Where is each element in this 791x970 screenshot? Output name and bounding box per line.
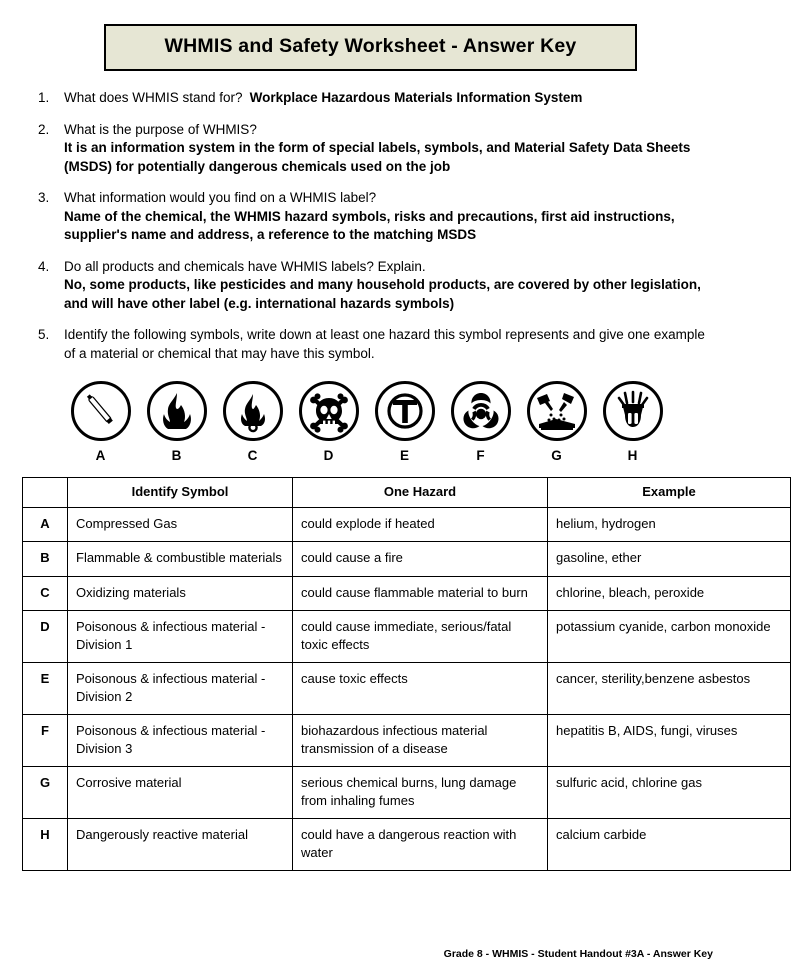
row-example: sulfuric acid, chlorine gas	[548, 767, 791, 819]
skull-and-crossbones-icon	[299, 381, 359, 441]
row-example: chlorine, bleach, peroxide	[548, 576, 791, 611]
question-number: 2.	[38, 121, 50, 137]
question-answer: It is an information system in the form of special labels, symbols, and Material Safety Data Sheets (MSDS) for potentially dangerous chemicals used on the job	[64, 140, 691, 174]
row-identify: Dangerously reactive material	[68, 819, 293, 871]
question-item	[38, 326, 707, 363]
question-item	[38, 121, 707, 177]
t-in-circle-icon	[375, 381, 435, 441]
question-answer: Workplace Hazardous Materials Information System	[249, 90, 583, 105]
biohazard-icon	[451, 381, 511, 441]
row-hazard: cause toxic effects	[293, 663, 548, 715]
row-hazard: serious chemical burns, lung damage from inhaling fumes	[293, 767, 548, 819]
question-item	[38, 89, 707, 108]
question-answer: No, some products, like pesticides and many household products, are covered by other legislation, and will have other label (e.g. international hazards symbols)	[64, 277, 701, 311]
question-answer: Name of the chemical, the WHMIS hazard symbols, risks and precautions, first aid instructions, supplier's name and address, a reference to the matching MSDS	[64, 208, 675, 242]
question-list	[38, 89, 707, 363]
row-example: hepatitis B, AIDS, fungi, viruses	[548, 715, 791, 767]
row-letter: C	[23, 576, 68, 611]
symbol-letter: F	[476, 448, 485, 463]
flame-icon	[147, 381, 207, 441]
symbol-letter: E	[399, 448, 409, 463]
question-body	[64, 258, 707, 314]
row-identify: Oxidizing materials	[68, 576, 293, 611]
table-row	[23, 611, 791, 663]
symbol-cell	[600, 381, 666, 463]
question-prompt: Do all products and chemicals have WHMIS labels? Explain.	[64, 258, 426, 274]
question-body	[64, 189, 707, 245]
table-row	[23, 767, 791, 819]
row-example: cancer, sterility,benzene asbestos	[548, 663, 791, 715]
exploding-bomb-reactive-icon	[603, 381, 663, 441]
whmis-symbols-row	[12, 381, 715, 463]
page-footer: Grade 8 - WHMIS - Student Handout #3A - Answer Key	[443, 948, 713, 960]
symbol-letter: H	[627, 448, 638, 463]
table-row	[23, 507, 791, 542]
column-header-one-hazard: One Hazard	[293, 478, 548, 508]
symbol-cell	[448, 381, 514, 463]
flame-over-circle-icon	[223, 381, 283, 441]
row-identify: Compressed Gas	[68, 507, 293, 542]
row-letter: E	[23, 663, 68, 715]
row-example: helium, hydrogen	[548, 507, 791, 542]
page-title-banner	[104, 24, 637, 71]
column-header-example: Example	[548, 478, 791, 508]
row-hazard: could cause immediate, serious/fatal toxic effects	[293, 611, 548, 663]
question-prompt: What information would you find on a WHMIS label?	[64, 190, 377, 205]
column-header-identify-symbol: Identify Symbol	[68, 478, 293, 508]
table-row	[23, 542, 791, 577]
table-header-row	[23, 478, 791, 508]
row-letter: B	[23, 542, 68, 577]
row-letter: H	[23, 819, 68, 871]
question-number: 4.	[38, 258, 50, 274]
table-row	[23, 715, 791, 767]
row-letter: F	[23, 715, 68, 767]
question-number: 3.	[38, 190, 50, 205]
symbol-letter: G	[551, 448, 562, 463]
row-hazard: could explode if heated	[293, 507, 548, 542]
row-letter: D	[23, 611, 68, 663]
compressed-gas-cylinder-icon	[71, 381, 131, 441]
answers-table	[22, 477, 791, 871]
row-identify: Corrosive material	[68, 767, 293, 819]
question-body	[64, 89, 707, 108]
question-number: 1.	[38, 90, 50, 105]
symbol-letter: C	[247, 448, 258, 463]
row-identify: Poisonous & infectious material - Division 1	[68, 611, 293, 663]
row-letter: A	[23, 507, 68, 542]
row-identify: Poisonous & infectious material - Division 2	[68, 663, 293, 715]
table-row	[23, 819, 791, 871]
symbol-cell	[372, 381, 438, 463]
question-body	[64, 326, 707, 363]
row-identify: Poisonous & infectious material - Division 3	[68, 715, 293, 767]
row-example: potassium cyanide, carbon monoxide	[548, 611, 791, 663]
symbol-letter: A	[95, 448, 106, 463]
row-hazard: could cause flammable material to burn	[293, 576, 548, 611]
question-item	[38, 189, 707, 245]
row-example: calcium carbide	[548, 819, 791, 871]
symbol-cell	[68, 381, 134, 463]
question-prompt: Identify the following symbols, write down at least one hazard this symbol represents and give one example of a material or chemical that may have this symbol.	[64, 327, 705, 361]
table-row	[23, 576, 791, 611]
question-body	[64, 121, 707, 177]
column-header-letter	[23, 478, 68, 508]
page-title: WHMIS and Safety Worksheet - Answer Key	[164, 35, 577, 57]
symbol-cell	[524, 381, 590, 463]
question-prompt: What is the purpose of WHMIS?	[64, 121, 257, 137]
symbol-letter: D	[323, 448, 334, 463]
corrosion-icon	[527, 381, 587, 441]
row-letter: G	[23, 767, 68, 819]
row-example: gasoline, ether	[548, 542, 791, 577]
symbol-letter: B	[171, 448, 182, 463]
row-hazard: could have a dangerous reaction with water	[293, 819, 548, 871]
row-hazard: could cause a fire	[293, 542, 548, 577]
symbol-cell	[220, 381, 286, 463]
row-identify: Flammable & combustible materials	[68, 542, 293, 577]
table-row	[23, 663, 791, 715]
question-number: 5.	[38, 327, 50, 342]
symbol-cell	[296, 381, 362, 463]
row-hazard: biohazardous infectious material transmission of a disease	[293, 715, 548, 767]
question-item	[38, 258, 707, 314]
symbol-cell	[144, 381, 210, 463]
question-prompt: What does WHMIS stand for?	[64, 90, 243, 105]
